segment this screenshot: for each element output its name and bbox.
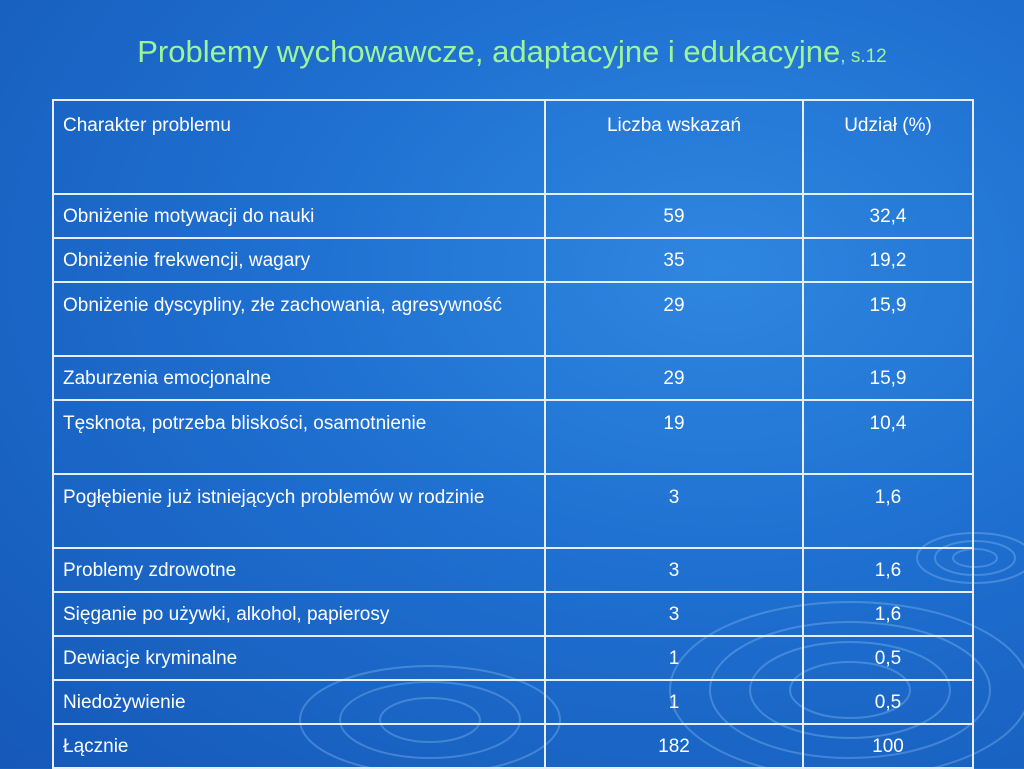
table-row	[53, 400, 973, 474]
cell-count: 29	[545, 356, 803, 400]
cell-problem: Pogłębienie już istniejących problemów w rodzinie	[53, 474, 545, 548]
cell-count: 19	[545, 400, 803, 474]
header-count: Liczba wskazań	[545, 100, 803, 194]
slide-title	[0, 34, 1024, 70]
cell-share: 1,6	[803, 474, 973, 548]
table-row	[53, 636, 973, 680]
cell-share: 32,4	[803, 194, 973, 238]
cell-count: 3	[545, 548, 803, 592]
cell-problem: Zaburzenia emocjonalne	[53, 356, 545, 400]
table-header-row	[53, 100, 973, 194]
cell-problem: Tęsknota, potrzeba bliskości, osamotnienie	[53, 400, 545, 474]
table-row	[53, 282, 973, 356]
cell-count: 29	[545, 282, 803, 356]
table-row	[53, 592, 973, 636]
cell-count: 3	[545, 474, 803, 548]
slide-title-main: Problemy wychowawcze, adaptacyjne i edukacyjne	[137, 34, 841, 69]
cell-share: 100	[803, 724, 973, 768]
table-row	[53, 474, 973, 548]
table-row	[53, 238, 973, 282]
cell-share: 15,9	[803, 356, 973, 400]
cell-share: 1,6	[803, 592, 973, 636]
cell-count: 59	[545, 194, 803, 238]
cell-count: 1	[545, 636, 803, 680]
cell-count: 35	[545, 238, 803, 282]
cell-problem: Łącznie	[53, 724, 545, 768]
table-row	[53, 680, 973, 724]
cell-problem: Sięganie po używki, alkohol, papierosy	[53, 592, 545, 636]
cell-problem: Problemy zdrowotne	[53, 548, 545, 592]
table-row	[53, 356, 973, 400]
cell-problem: Niedożywienie	[53, 680, 545, 724]
cell-problem: Dewiacje kryminalne	[53, 636, 545, 680]
cell-share: 15,9	[803, 282, 973, 356]
cell-share: 0,5	[803, 636, 973, 680]
cell-count: 182	[545, 724, 803, 768]
cell-problem: Obniżenie frekwencji, wagary	[53, 238, 545, 282]
cell-problem: Obniżenie motywacji do nauki	[53, 194, 545, 238]
cell-share: 10,4	[803, 400, 973, 474]
cell-share: 19,2	[803, 238, 973, 282]
header-problem: Charakter problemu	[53, 100, 545, 194]
table-row	[53, 194, 973, 238]
cell-share: 0,5	[803, 680, 973, 724]
slide-title-suffix: , s.12	[840, 46, 887, 67]
table-row	[53, 548, 973, 592]
problems-table	[52, 99, 974, 769]
cell-count: 3	[545, 592, 803, 636]
cell-share: 1,6	[803, 548, 973, 592]
table-total-row	[53, 724, 973, 768]
cell-count: 1	[545, 680, 803, 724]
cell-problem: Obniżenie dyscypliny, złe zachowania, agresywność	[53, 282, 545, 356]
header-share: Udział (%)	[803, 100, 973, 194]
